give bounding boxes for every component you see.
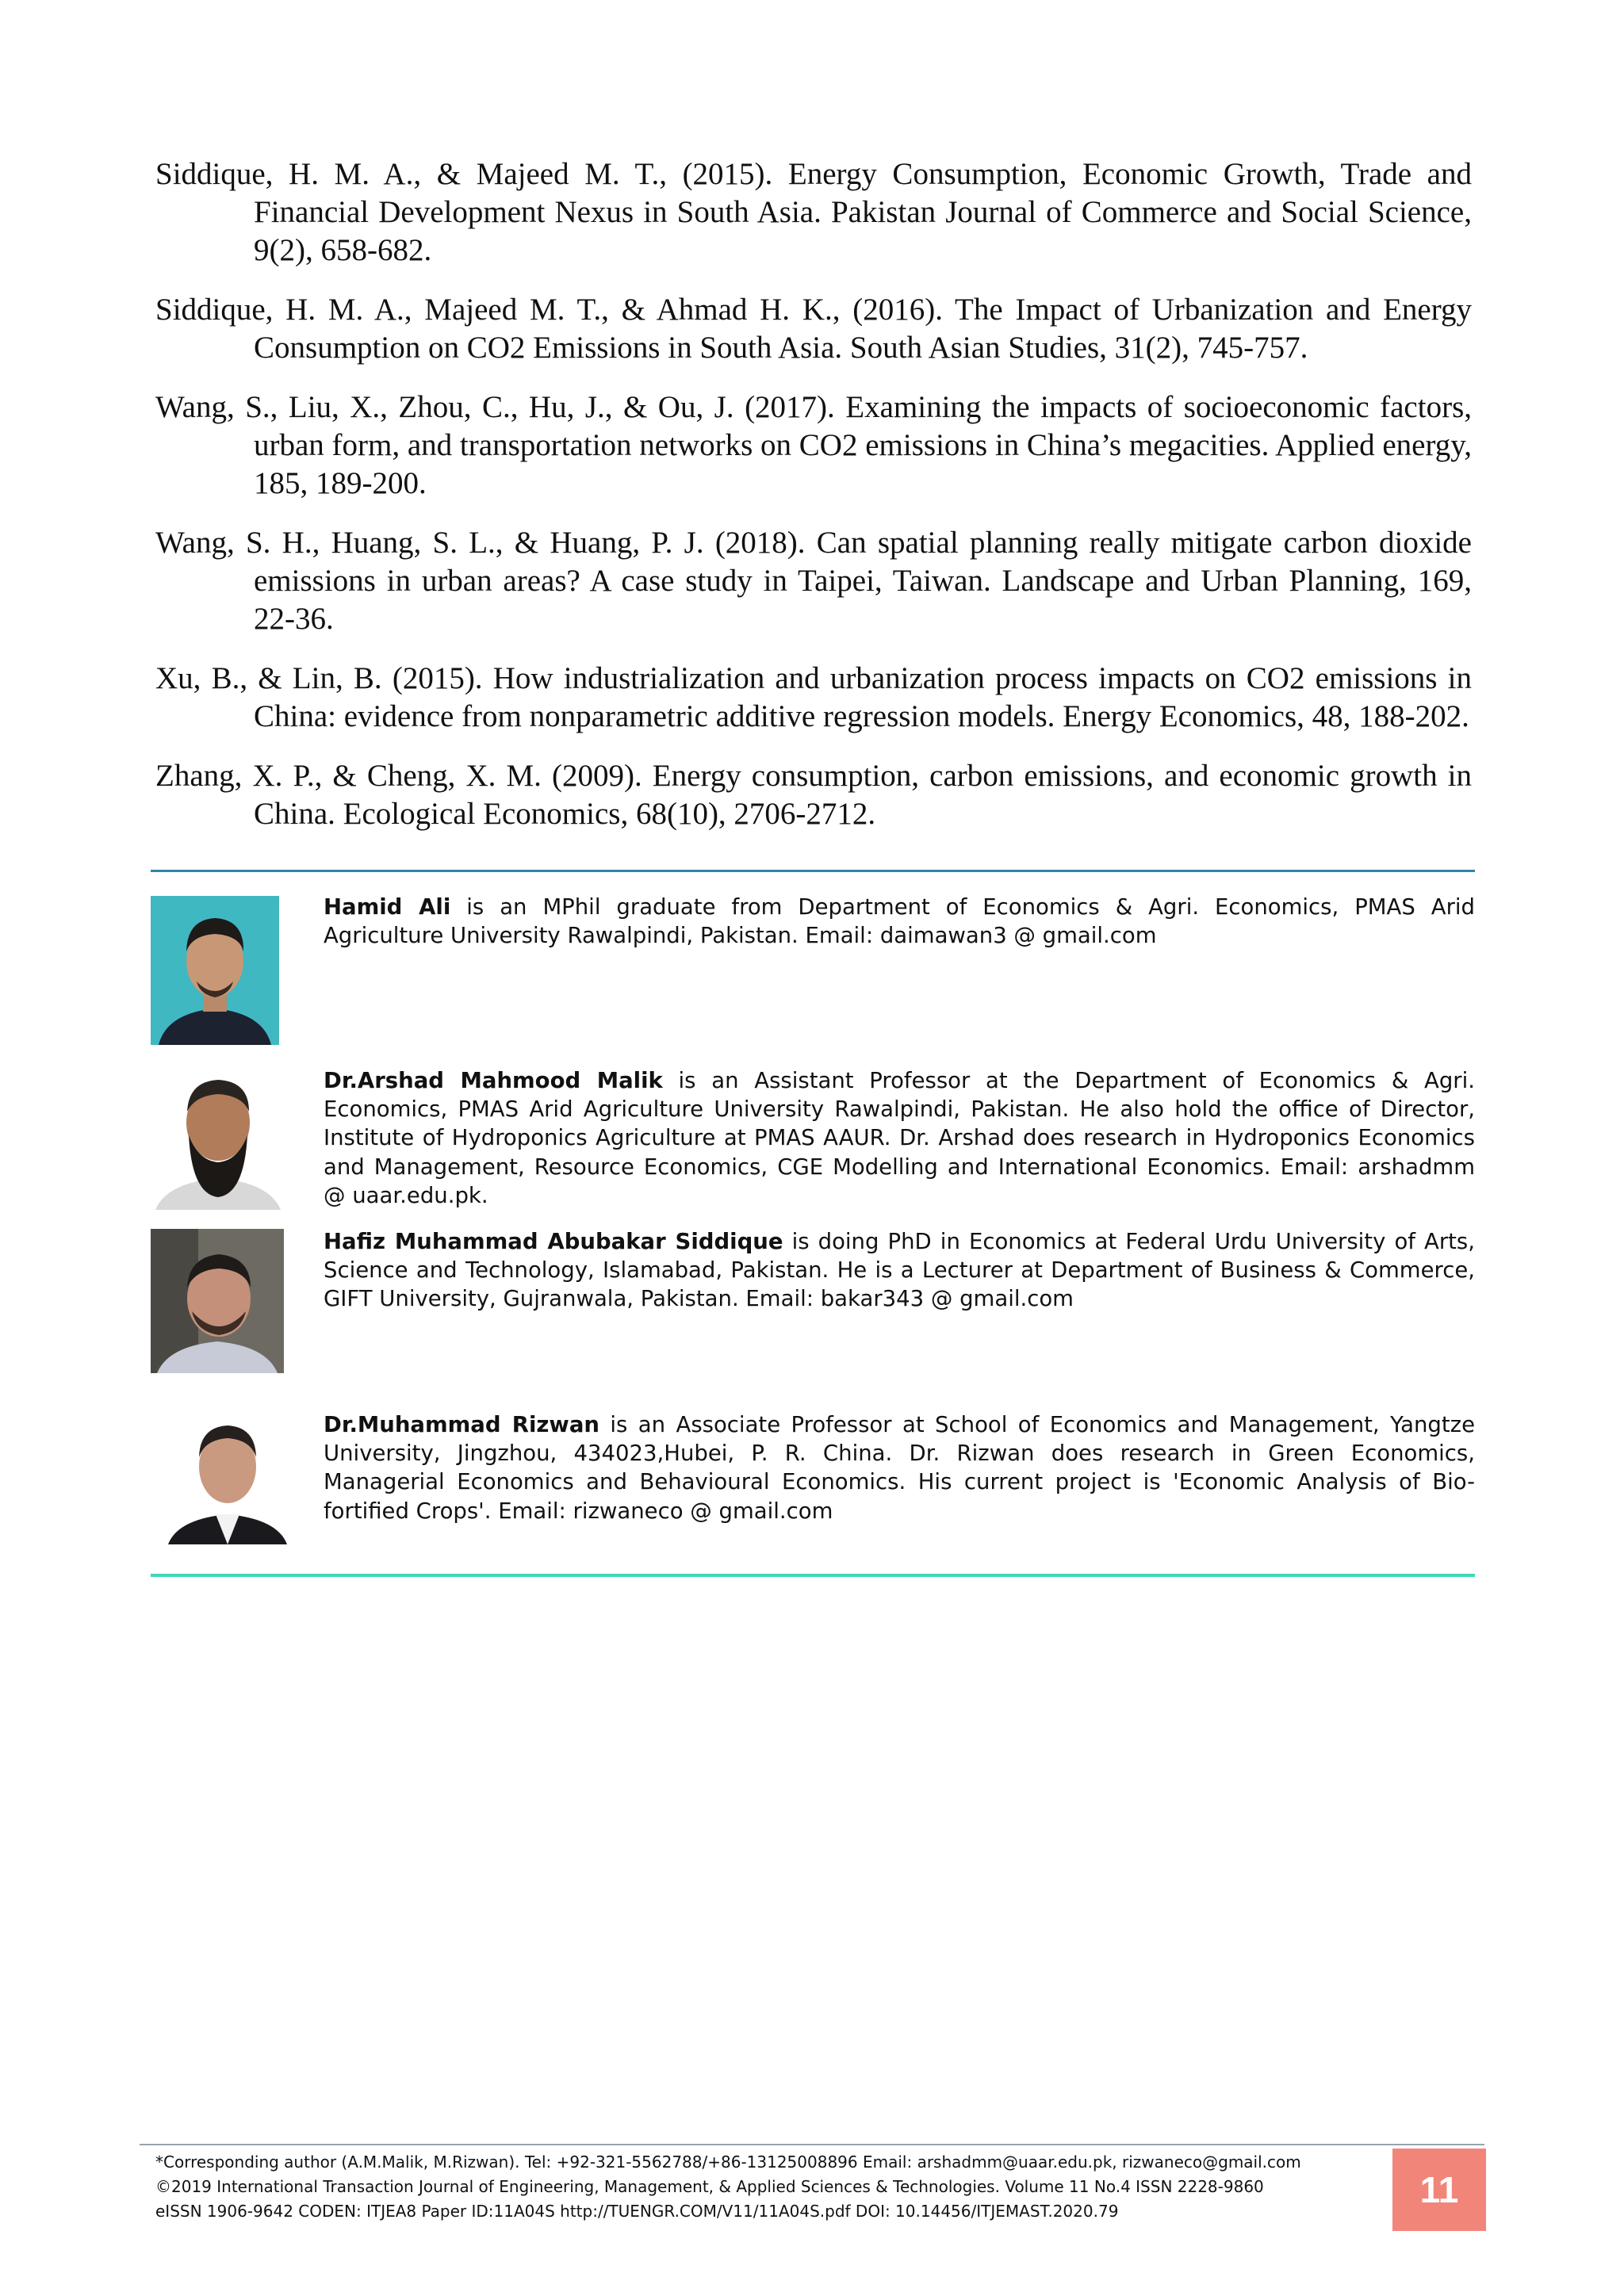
footer-identifiers: eISSN 1906-9642 CODEN: ITJEA8 Paper ID:11A04S http://TUENGR.COM/V11/11A04S.pdf DOI: 10.14456/ITJEMAST.2020.79 [155,2202,1119,2221]
author-photo-arshad-malik [151,1067,285,1210]
author-name: Dr.Arshad Mahmood Malik [324,1068,663,1093]
author-description: is an Assistant Professor at the Department of Economics & Agri. Economics, PMAS Arid Agriculture University Rawalpindi, Pakistan. He also hold the office of Director, Institute of Hydroponics Agriculture at PMAS AAUR. Dr. Arshad does research in Hydroponics Economics and Management, Resource Economics, CGE Modelling and International Economics. Email: arshadmm @ uaar.edu.pk. [324,1068,1476,1208]
reference-item: Xu, B., & Lin, B. (2015). How industrialization and urbanization process impacts on CO2 emissions in China: evidence from nonparametric additive regression models. Energy Economics, 48, 188-202. [155,661,1472,733]
footer-divider [140,2144,1484,2145]
author-bio [324,1066,1475,1210]
author-description: is an Associate Professor at School of Economics and Management, Yangtze University, Jingzhou, 434023,Hubei, P. R. China. Dr. Rizwan does research in Green Economics, Managerial Economics and Behavioural Economics. His current project is 'Economic Analysis of Bio-fortified Crops'. Email: rizwaneco @ gmail.com [324,1412,1475,1524]
page-number: 11 [1419,2169,1459,2210]
author-name: Dr.Muhammad Rizwan [324,1412,599,1437]
section-divider-top [151,870,1475,872]
reference-item: Wang, S. H., Huang, S. L., & Huang, P. J. (2018). Can spatial planning really mitigate carbon dioxide emissions in urban areas? A case study in Taipei, Taiwan. Landscape and Urban Planning, 169, 22-36. [155,526,1472,636]
reference-item: Zhang, X. P., & Cheng, X. M. (2009). Energy consumption, carbon emissions, and economic growth in China. Ecological Economics, 68(10), 2706-2712. [155,759,1472,831]
author-bio [324,1410,1475,1525]
author-photo-abubakar-siddique [151,1229,284,1373]
author-bio [324,893,1475,950]
reference-item: Siddique, H. M. A., & Majeed M. T., (2015). Energy Consumption, Economic Growth, Trade and Financial Development Nexus in South Asia. Pakistan Journal of Commerce and Social Science, 9(2), 658-682. [155,157,1472,267]
author-photo-muhammad-rizwan [165,1410,290,1544]
author-photo-hamid-ali [151,896,279,1045]
footer-copyright: ©2019 International Transaction Journal of Engineering, Management, & Applied Sciences & Technologies. Volume 11 No.4 ISSN 2228-9860 [155,2177,1264,2196]
author-description: is doing PhD in Economics at Federal Urdu University of Arts, Science and Technology, Islamabad, Pakistan. He is a Lecturer at Department of Business & Commerce, GIFT University, Gujranwala, Pakistan. Email: bakar343 @ gmail.com [324,1229,1476,1312]
reference-item: Wang, S., Liu, X., Zhou, C., Hu, J., & Ou, J. (2017). Examining the impacts of socioeconomic factors, urban form, and transportation networks on CO2 emissions in China’s megacities. Applied energy, 185, 189-200. [155,390,1472,500]
author-name: Hamid Ali [324,894,451,920]
page-number-badge [1392,2149,1486,2231]
author-name: Hafiz Muhammad Abubakar Siddique [324,1229,783,1254]
references-list [155,155,1472,855]
footer-corresponding-author: *Corresponding author (A.M.Malik, M.Rizwan). Tel: +92-321-5562788/+86-13125008896 Email: arshadmm@uaar.edu.pk, rizwaneco@gmail.com [155,2152,1301,2172]
author-bio [324,1227,1475,1314]
reference-item: Siddique, H. M. A., Majeed M. T., & Ahmad H. K., (2016). The Impact of Urbanization and Energy Consumption on CO2 Emissions in South Asia. South Asian Studies, 31(2), 745-757. [155,293,1472,365]
section-divider-bottom [151,1574,1475,1577]
page-footer [155,2150,1385,2224]
author-description: is an MPhil graduate from Department of Economics & Agri. Economics, PMAS Arid Agriculture University Rawalpindi, Pakistan. Email: daimawan3 @ gmail.com [324,894,1475,949]
